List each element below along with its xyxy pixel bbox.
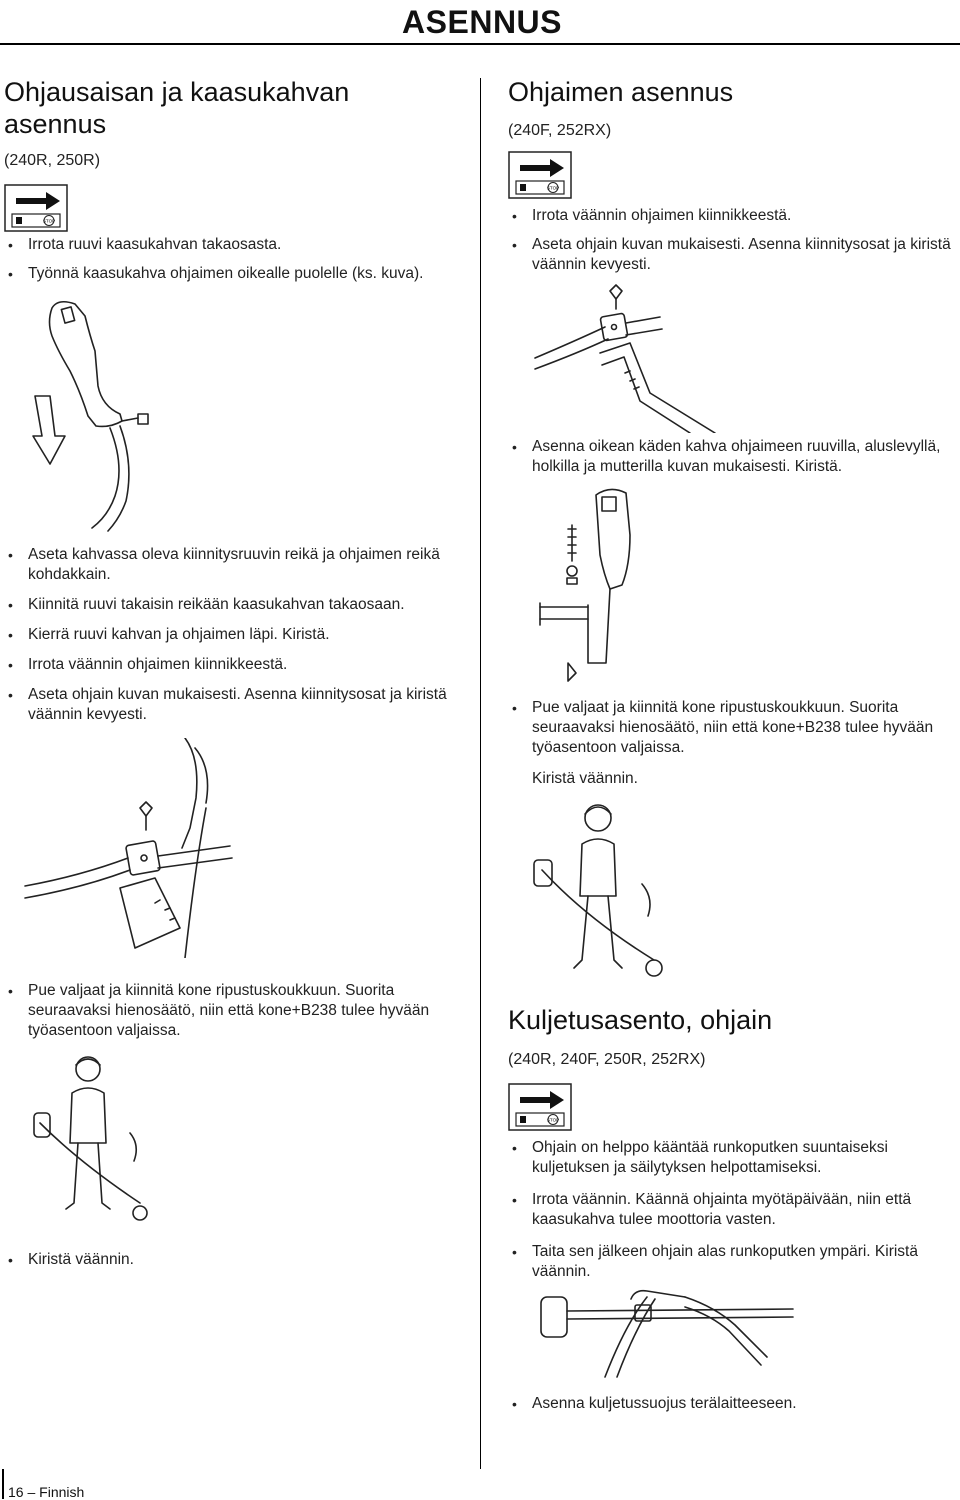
stop-icon-text: STOP (546, 1117, 560, 1123)
list-item: • Aseta ohjain kuvan mukaisesti. Asenna kiinnitysosat ja kiristä väännin kevyesti. (8, 685, 468, 725)
bullet-list-b (512, 1394, 952, 1414)
stop-icon-text: STOP (42, 218, 56, 224)
section-title-handlebar-mount: Ohjaimen asennus (508, 77, 734, 107)
stop-engine-icon (4, 184, 68, 232)
list-item: • Asenna oikean käden kahva ohjaimeen ruuvilla, aluslevyllä, holkilla ja mutterilla kuvan mukaisesti. Kiristä. (512, 437, 952, 477)
right-hand-grip-illustration (530, 485, 650, 691)
list-item: • Kiinnitä ruuvi takaisin reikään kaasukahvan takaosaan. (8, 595, 468, 615)
footer-rule (2, 1469, 4, 1499)
bullet-list-a (512, 1138, 952, 1282)
models-label: (240R, 240F, 250R, 252RX) (508, 1051, 706, 1068)
list-item: • Aseta ohjain kuvan mukaisesti. Asenna kiinnitysosat ja kiristä väännin kevyesti. (512, 235, 952, 275)
title-line-1: Ohjausaisan ja kaasukahvan (4, 77, 350, 107)
section-title-transport: Kuljetusasento, ohjain (508, 1005, 773, 1035)
section-title-handlebar (4, 76, 349, 140)
handlebar-mount-illustration (530, 283, 720, 433)
operator-illustration (530, 800, 670, 980)
list-item: • Asenna kuljetussuojus terälaitteeseen. (512, 1394, 952, 1414)
list-item: • Kierrä ruuvi kahvan ja ohjaimen läpi. Kiristä. (8, 625, 468, 645)
header-rule (0, 43, 960, 45)
list-item: • Pue valjaat ja kiinnitä kone ripustuskoukkuun. Suorita seuraavaksi hienosäätö, niin että kone+B238 tulee hyvään työasentoon valjaissa. (8, 981, 448, 1041)
list-item: • Irrota väännin ohjaimen kiinnikkeestä. (512, 206, 952, 226)
stop-engine-icon (508, 151, 572, 199)
bullet-list-b (512, 437, 952, 477)
list-item: • Aseta kahvassa oleva kiinnitysruuvin reikä ja ohjaimen reikä kohdakkain. (8, 545, 468, 585)
stop-icon-text: STOP (546, 185, 560, 191)
transport-position-illustration (535, 1285, 795, 1380)
handlebar-mount-illustration (20, 738, 320, 958)
bullet-list-c (512, 698, 942, 758)
operator-illustration (30, 1053, 155, 1225)
models-label: (240F, 252RX) (508, 122, 612, 139)
footer-language: Finnish (39, 1484, 85, 1500)
bullet-list-c (8, 981, 448, 1041)
page-header-title: ASENNUS (402, 4, 562, 40)
list-item: • Taita sen jälkeen ohjain alas runkoputken ympäri. Kiristä väännin. (512, 1242, 952, 1282)
list-item: • Irrota väännin. Käännä ohjainta myötäpäivään, niin että kaasukahva tulee moottoria vasten. (512, 1190, 952, 1230)
column-divider (480, 78, 481, 1469)
list-item: • Kiristä väännin. (8, 1250, 308, 1270)
bullet-list-d (8, 1250, 308, 1270)
bullet-list-a (8, 235, 468, 284)
tighten-instruction: Kiristä väännin. (532, 770, 638, 787)
page-number: 16 (8, 1484, 24, 1500)
list-item: • Irrota ruuvi kaasukahvan takaosasta. (8, 235, 468, 255)
list-item: • Ohjain on helppo kääntää runkoputken suuntaiseksi kuljetuksen ja säilytyksen helpottamiseksi. (512, 1138, 952, 1178)
models-label: (240R, 250R) (4, 152, 101, 169)
footer-dash: – (27, 1484, 36, 1500)
page-footer (8, 1484, 84, 1500)
throttle-handle-illustration (30, 296, 180, 532)
stop-engine-icon (508, 1083, 572, 1131)
list-item: • Työnnä kaasukahva ohjaimen oikealle puolelle (ks. kuva). (8, 264, 468, 284)
title-line-2: asennus (4, 109, 107, 139)
list-item: • Pue valjaat ja kiinnitä kone ripustuskoukkuun. Suorita seuraavaksi hienosäätö, niin että kone+B238 tulee hyvään työasentoon valjaissa. (512, 698, 942, 758)
bullet-list-a (512, 206, 952, 275)
bullet-list-b (8, 545, 468, 725)
list-item: • Irrota väännin ohjaimen kiinnikkeestä. (8, 655, 468, 675)
